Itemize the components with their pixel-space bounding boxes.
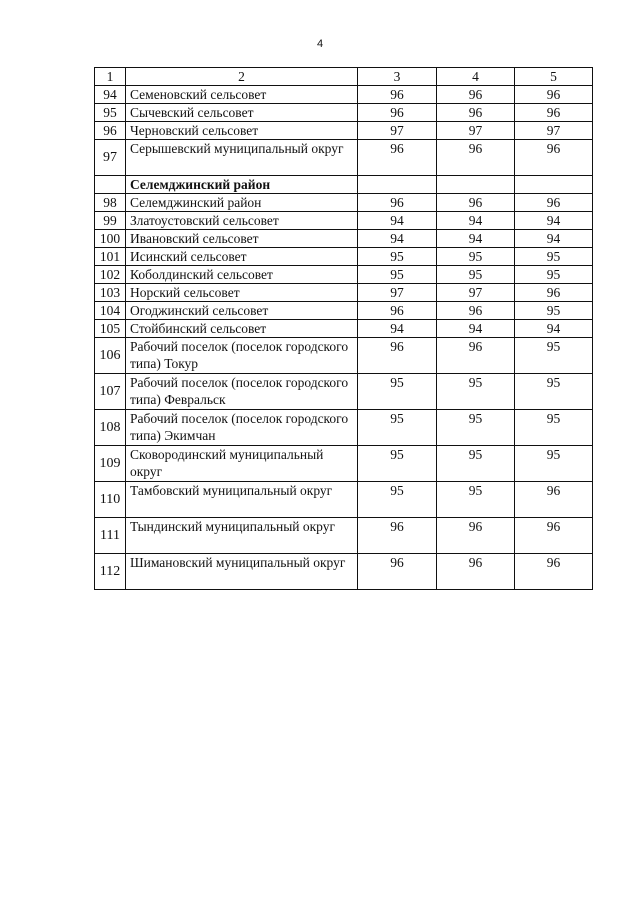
row-name-cell: Исинский сельсовет <box>126 248 358 266</box>
value-cell-col4: 96 <box>437 554 515 590</box>
table-row <box>95 554 593 590</box>
value-cell-col3 <box>358 176 437 194</box>
table-row <box>95 410 593 446</box>
value-cell-col4 <box>437 176 515 194</box>
value-cell-col4: 95 <box>437 248 515 266</box>
table-row <box>95 140 593 176</box>
value-cell-col5: 97 <box>515 122 593 140</box>
value-cell-col5: 95 <box>515 446 593 482</box>
row-name-cell: Селемджинский район <box>126 176 358 194</box>
value-cell-col3: 95 <box>358 266 437 284</box>
value-cell-col5: 94 <box>515 212 593 230</box>
value-cell-col4: 96 <box>437 338 515 374</box>
table-row <box>95 230 593 248</box>
value-cell-col5: 95 <box>515 374 593 410</box>
row-number-cell: 94 <box>95 86 126 104</box>
value-cell-col4: 96 <box>437 104 515 122</box>
value-cell-col4: 97 <box>437 284 515 302</box>
value-cell-col5 <box>515 176 593 194</box>
row-number-cell: 107 <box>95 374 126 410</box>
table-row <box>95 122 593 140</box>
row-number-cell: 98 <box>95 194 126 212</box>
table-row <box>95 104 593 122</box>
data-table <box>94 67 593 590</box>
value-cell-col3: 95 <box>358 482 437 518</box>
value-cell-col5: 95 <box>515 410 593 446</box>
table-row <box>95 446 593 482</box>
row-number-cell: 111 <box>95 518 126 554</box>
value-cell-col5: 96 <box>515 194 593 212</box>
row-number-cell: 109 <box>95 446 126 482</box>
table-row <box>95 338 593 374</box>
row-name-cell: Серышевский муниципальный округ <box>126 140 358 176</box>
table-row <box>95 284 593 302</box>
header-cell-5: 5 <box>515 68 593 86</box>
row-name-cell: Коболдинский сельсовет <box>126 266 358 284</box>
value-cell-col3: 96 <box>358 554 437 590</box>
value-cell-col3: 96 <box>358 140 437 176</box>
row-name-cell: Ивановский сельсовет <box>126 230 358 248</box>
table-header-row <box>95 68 593 86</box>
row-number-cell: 97 <box>95 140 126 176</box>
value-cell-col5: 95 <box>515 248 593 266</box>
row-name-cell: Сычевский сельсовет <box>126 104 358 122</box>
table-row <box>95 320 593 338</box>
value-cell-col5: 96 <box>515 518 593 554</box>
value-cell-col4: 96 <box>437 140 515 176</box>
value-cell-col3: 95 <box>358 374 437 410</box>
value-cell-col5: 95 <box>515 338 593 374</box>
row-number-cell: 99 <box>95 212 126 230</box>
value-cell-col3: 97 <box>358 122 437 140</box>
value-cell-col4: 95 <box>437 446 515 482</box>
value-cell-col3: 96 <box>358 338 437 374</box>
row-number-cell: 102 <box>95 266 126 284</box>
row-name-cell: Тамбовский муниципальный округ <box>126 482 358 518</box>
value-cell-col4: 95 <box>437 374 515 410</box>
table-row <box>95 482 593 518</box>
value-cell-col5: 96 <box>515 86 593 104</box>
row-number-cell: 96 <box>95 122 126 140</box>
row-name-cell: Норский сельсовет <box>126 284 358 302</box>
row-number-cell: 104 <box>95 302 126 320</box>
value-cell-col5: 95 <box>515 302 593 320</box>
value-cell-col4: 97 <box>437 122 515 140</box>
value-cell-col3: 94 <box>358 320 437 338</box>
value-cell-col5: 96 <box>515 554 593 590</box>
value-cell-col4: 94 <box>437 320 515 338</box>
value-cell-col4: 96 <box>437 302 515 320</box>
value-cell-col4: 96 <box>437 518 515 554</box>
value-cell-col4: 95 <box>437 410 515 446</box>
value-cell-col5: 94 <box>515 230 593 248</box>
row-name-cell: Огоджинский сельсовет <box>126 302 358 320</box>
value-cell-col3: 96 <box>358 194 437 212</box>
value-cell-col5: 96 <box>515 140 593 176</box>
table-row <box>95 212 593 230</box>
header-cell-2: 2 <box>126 68 358 86</box>
section-header-row <box>95 176 593 194</box>
row-name-cell: Семеновский сельсовет <box>126 86 358 104</box>
page-number: 4 <box>316 38 324 50</box>
row-number-cell: 101 <box>95 248 126 266</box>
value-cell-col5: 96 <box>515 284 593 302</box>
value-cell-col4: 95 <box>437 482 515 518</box>
value-cell-col4: 94 <box>437 230 515 248</box>
table-row <box>95 194 593 212</box>
header-cell-1: 1 <box>95 68 126 86</box>
row-name-cell: Стойбинский сельсовет <box>126 320 358 338</box>
header-cell-4: 4 <box>437 68 515 86</box>
value-cell-col4: 95 <box>437 266 515 284</box>
value-cell-col5: 94 <box>515 320 593 338</box>
row-number-cell: 112 <box>95 554 126 590</box>
value-cell-col5: 95 <box>515 266 593 284</box>
value-cell-col3: 96 <box>358 302 437 320</box>
table-row <box>95 374 593 410</box>
value-cell-col3: 96 <box>358 86 437 104</box>
value-cell-col3: 94 <box>358 212 437 230</box>
value-cell-col3: 97 <box>358 284 437 302</box>
row-name-cell: Шимановский муниципальный округ <box>126 554 358 590</box>
row-number-cell <box>95 176 126 194</box>
row-name-cell: Рабочий поселок (поселок городского типа) Токур <box>126 338 358 374</box>
value-cell-col3: 95 <box>358 446 437 482</box>
row-number-cell: 110 <box>95 482 126 518</box>
row-name-cell: Рабочий поселок (поселок городского типа) Февральск <box>126 374 358 410</box>
value-cell-col3: 94 <box>358 230 437 248</box>
value-cell-col3: 95 <box>358 410 437 446</box>
value-cell-col4: 94 <box>437 212 515 230</box>
row-number-cell: 95 <box>95 104 126 122</box>
header-cell-3: 3 <box>358 68 437 86</box>
table-row <box>95 302 593 320</box>
value-cell-col4: 96 <box>437 86 515 104</box>
row-name-cell: Сковородинский муниципальный округ <box>126 446 358 482</box>
value-cell-col5: 96 <box>515 104 593 122</box>
row-number-cell: 103 <box>95 284 126 302</box>
value-cell-col3: 96 <box>358 518 437 554</box>
row-name-cell: Рабочий поселок (поселок городского типа) Экимчан <box>126 410 358 446</box>
row-name-cell: Тындинский муниципальный округ <box>126 518 358 554</box>
row-name-cell: Черновский сельсовет <box>126 122 358 140</box>
row-name-cell: Златоустовский сельсовет <box>126 212 358 230</box>
table-row <box>95 248 593 266</box>
table-row <box>95 266 593 284</box>
value-cell-col3: 95 <box>358 248 437 266</box>
row-number-cell: 106 <box>95 338 126 374</box>
row-number-cell: 100 <box>95 230 126 248</box>
row-name-cell: Селемджинский район <box>126 194 358 212</box>
value-cell-col3: 96 <box>358 104 437 122</box>
table-body <box>95 68 593 590</box>
value-cell-col5: 96 <box>515 482 593 518</box>
table-row <box>95 86 593 104</box>
row-number-cell: 105 <box>95 320 126 338</box>
value-cell-col4: 96 <box>437 194 515 212</box>
table-row <box>95 518 593 554</box>
row-number-cell: 108 <box>95 410 126 446</box>
